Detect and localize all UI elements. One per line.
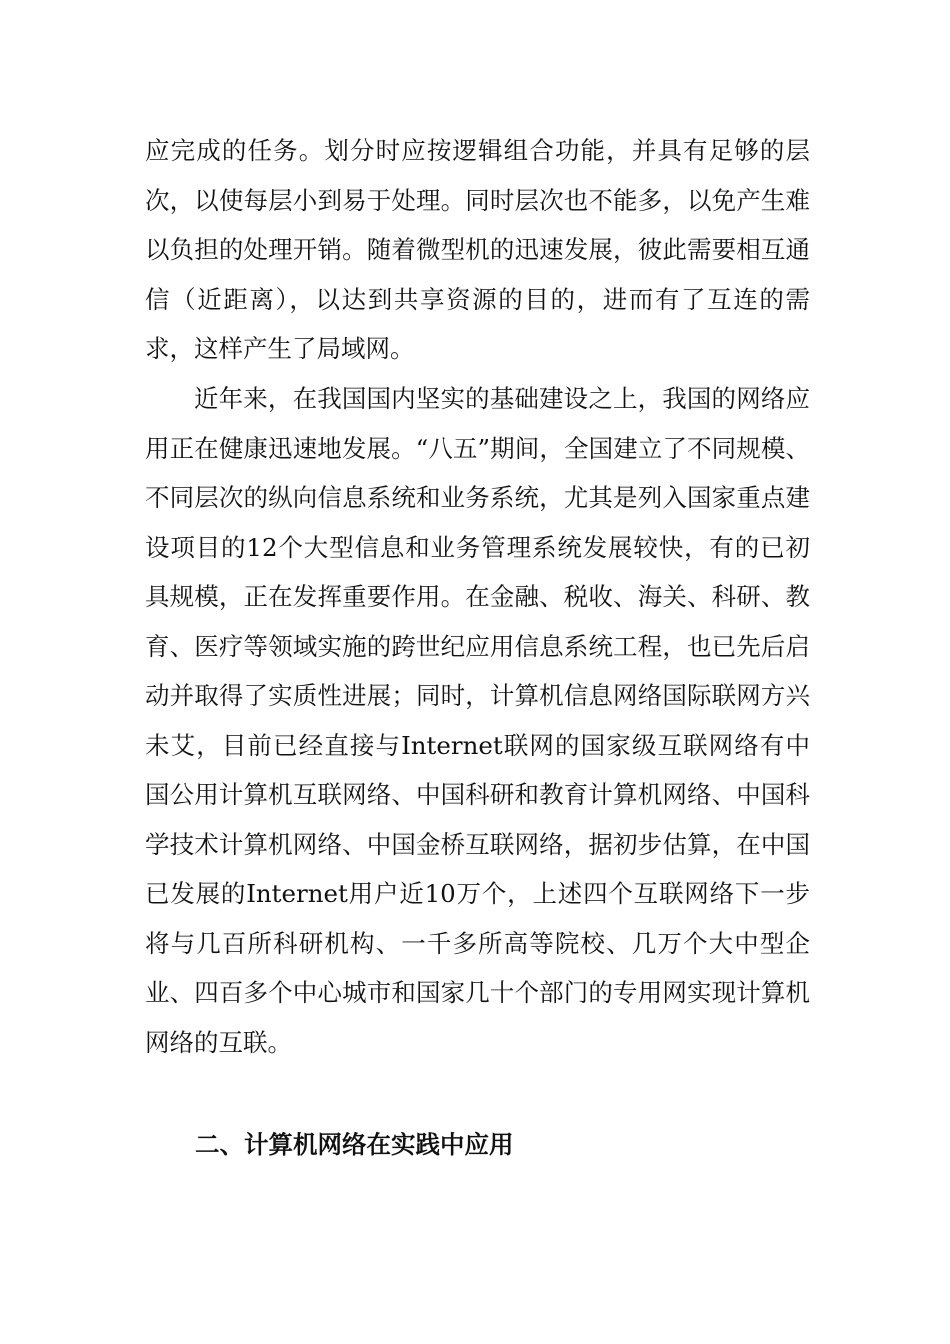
paragraph-continuation: 应完成的任务。划分时应按逻辑组合功能，并具有足够的层次，以使每层小到易于处理。同时层次也不能多，以免产生难以负担的处理开销。随着微型机的迅速发展，彼此需要相互通信（近距离），以达到共享资源的目的，进而有了互连的需求，这样产生了局域网。 bbox=[145, 136, 810, 363]
section-heading: 二、计算机网络在实践中应用 bbox=[195, 1130, 514, 1159]
paragraph-network-development: 近年来，在我国国内坚实的基础建设之上，我国的网络应用正在健康迅速地发展。“八五”期间，全国建立了不同规模、不同层次的纵向信息系统和业务系统，尤其是列入国家重点建设项目的12个大型信息和业务管理系统发展较快，有的已初具规模，正在发挥重要作用。在金融、税收、海关、科研、教育、医疗等领域实施的跨世纪应用信息系统工程，也已先后启动并取得了实质性进展；同时，计算机信息网络国际联网方兴未艾，目前已经直接与Internet联网的国家级互联网络有中国公用计算机互联网络、中国科研和教育计算机网络、中国科学技术计算机网络、中国金桥互联网络，据初步估算，在中国已发展的Internet用户近10万个，上述四个互联网络下一步将与几百所科研机构、一千多所高等院校、几万个大中型企业、四百多个中心城市和国家几十个部门的专用网实现计算机网络的互联。 bbox=[145, 384, 810, 1057]
